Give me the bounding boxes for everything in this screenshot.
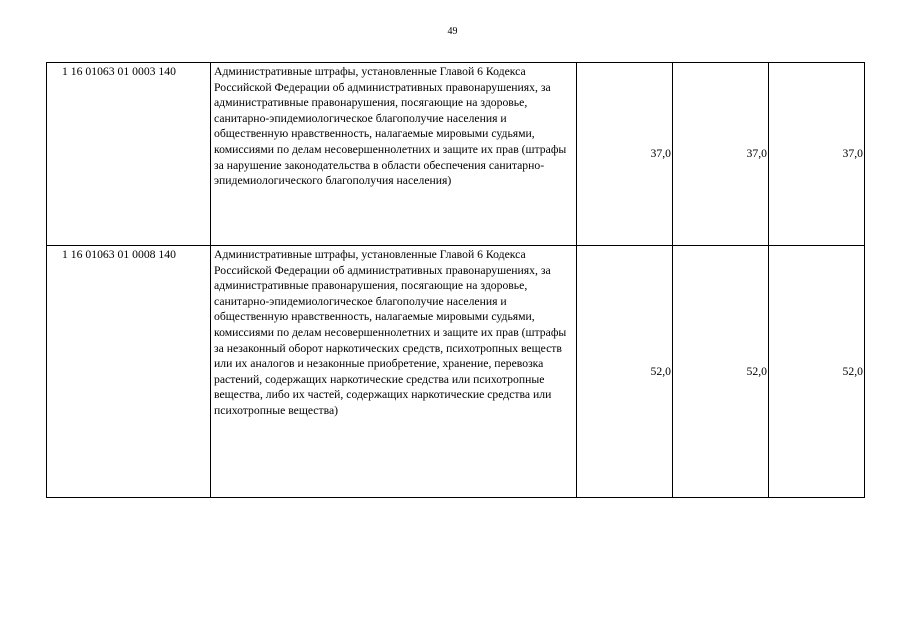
budget-revenue-table bbox=[46, 62, 865, 498]
description-cell: Административные штрафы, установленные Главой 6 Кодекса Российской Федерации об административных правонарушениях, за административные правонарушения, посягающие на здоровье, санитарно-эпидемиологическое благополучие населения и общественную нравственность, налагаемые мировыми судьями, комиссиями по делам несовершеннолетних и защите их прав (штрафы за нарушение законодательства в области обеспечения санитарно-эпидемиологического благополучия населения) bbox=[211, 63, 577, 246]
amount-year-2-cell: 52,0 bbox=[673, 246, 769, 498]
table-row bbox=[47, 246, 865, 498]
amount-year-2-cell: 37,0 bbox=[673, 63, 769, 246]
description-cell: Административные штрафы, установленные Главой 6 Кодекса Российской Федерации об административных правонарушениях, за административные правонарушения, посягающие на здоровье, санитарно-эпидемиологическое благополучие населения и общественную нравственность, налагаемые мировыми судьями, комиссиями по делам несовершеннолетних и защите их прав (штрафы за незаконный оборот наркотических средств, психотропных веществ или их аналогов и незаконные приобретение, хранение, перевозка растений, содержащих наркотические средства или психотропные вещества, либо их частей, содержащих наркотические средства или психотропные вещества) bbox=[211, 246, 577, 498]
amount-year-1-cell: 37,0 bbox=[577, 63, 673, 246]
classification-code-cell: 1 16 01063 01 0003 140 bbox=[47, 63, 211, 246]
amount-year-3-cell: 37,0 bbox=[769, 63, 865, 246]
page-number: 49 bbox=[447, 26, 458, 37]
table-row bbox=[47, 63, 865, 246]
classification-code-cell: 1 16 01063 01 0008 140 bbox=[47, 246, 211, 498]
amount-year-1-cell: 52,0 bbox=[577, 246, 673, 498]
amount-year-3-cell: 52,0 bbox=[769, 246, 865, 498]
